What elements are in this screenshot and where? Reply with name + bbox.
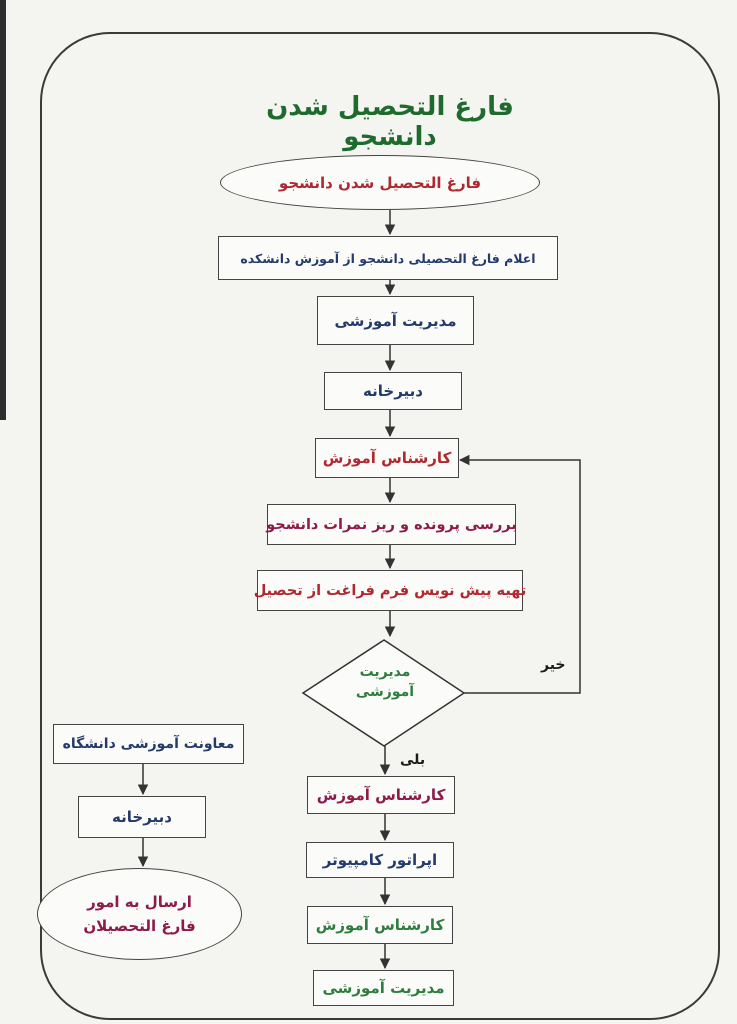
step-edu-expert-1: [315, 438, 459, 478]
page-title: فارغ التحصیل شدن دانشجو: [266, 92, 514, 152]
side-secretariat-label: دبیرخانه: [112, 808, 172, 826]
start-oval: [220, 155, 540, 210]
step-secretariat-label: دبیرخانه: [363, 382, 423, 400]
step-edu-expert-2: [307, 776, 455, 814]
start-label: فارغ التحصیل شدن دانشجو: [278, 173, 482, 192]
step-edu-manager-final: [313, 970, 454, 1006]
side-deputy: [53, 724, 244, 764]
step-review: [267, 504, 516, 545]
step-draft-label: تهیه پیش نویس فرم فراغت از تحصیل: [253, 582, 527, 599]
decision-line-1: مدیریت: [359, 664, 411, 680]
step-announce-label: اعلام فارغ التحصیلی دانشجو از آموزش دانشکده: [240, 250, 536, 266]
step-announce: [218, 236, 558, 280]
step-edu-manager-label: مدیریت آموزشی: [334, 311, 457, 330]
side-send-line-1: ارسال به امور: [87, 893, 192, 911]
decision-line-2: آموزشی: [355, 684, 415, 701]
side-deputy-label: معاونت آموزشی دانشگاه: [62, 736, 235, 752]
step-operator-label: اپراتور کامپیوتر: [322, 851, 438, 869]
step-edu-expert-3-label: کارشناس آموزش: [315, 916, 445, 934]
step-edu-manager-final-label: مدیریت آموزشی: [322, 979, 445, 997]
step-edu-expert-2-label: کارشناس آموزش: [316, 786, 446, 804]
label-yes: بلی: [400, 752, 426, 768]
step-review-label: بررسی پرونده و ریز نمرات دانشجو: [266, 516, 517, 533]
decision-label: [330, 662, 440, 703]
side-secretariat: [78, 796, 206, 838]
step-secretariat: [324, 372, 462, 410]
step-edu-manager: [317, 296, 474, 345]
step-edu-expert-3: [307, 906, 453, 944]
step-operator: [306, 842, 454, 878]
step-edu-expert-1-label: کارشناس آموزش: [322, 449, 452, 467]
label-no: خیر: [541, 657, 566, 673]
side-send-line-2: فارغ التحصیلان: [83, 917, 196, 935]
step-draft: [253, 570, 527, 611]
side-send-oval: [37, 868, 242, 960]
